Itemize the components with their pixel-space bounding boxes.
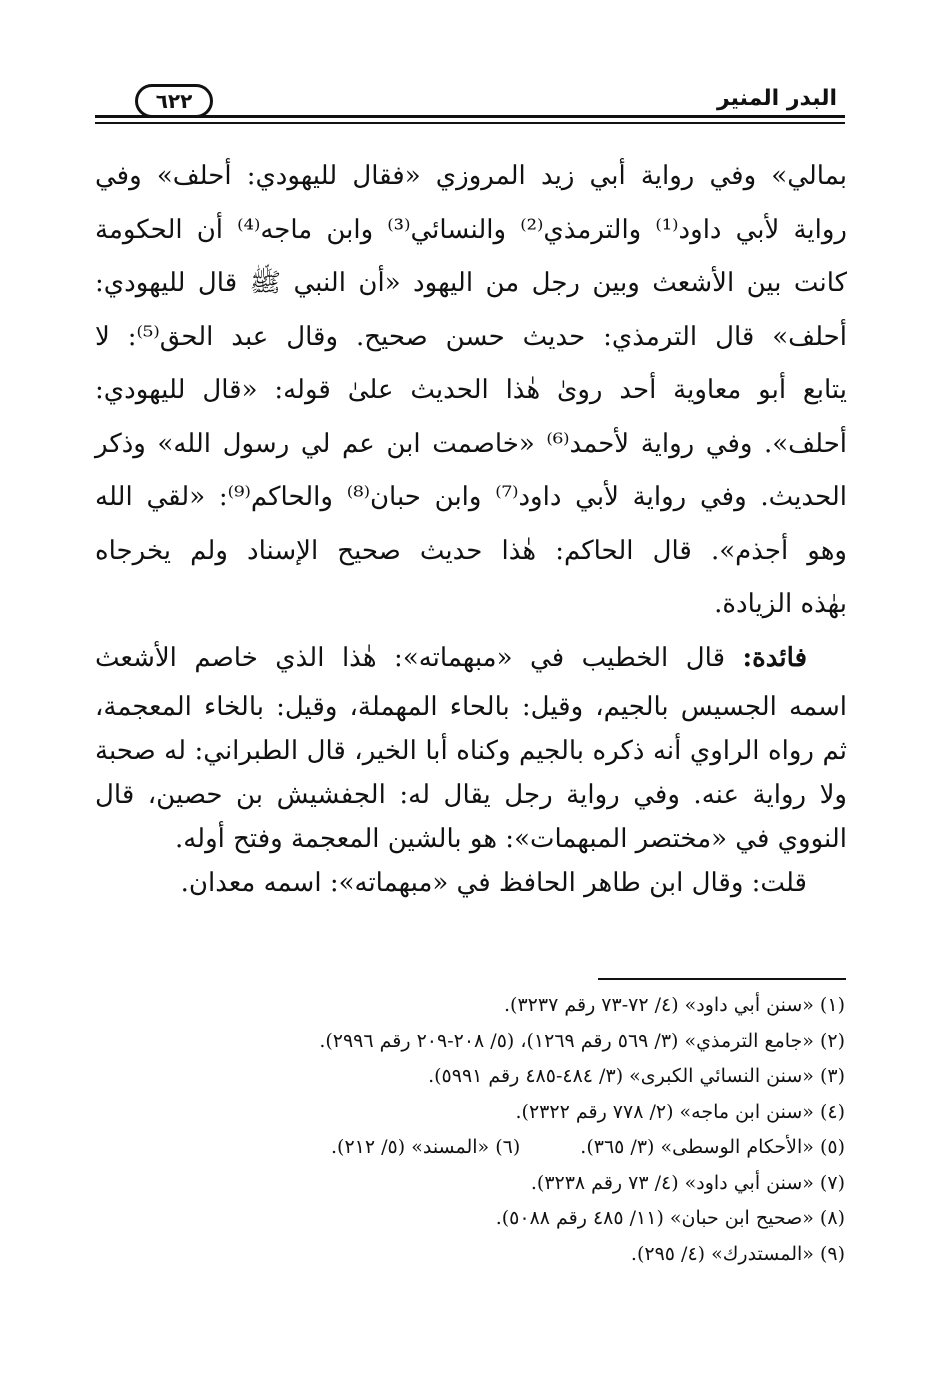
header-rule-thick <box>95 115 845 118</box>
qultu-line: قلت: وقال ابن طاهر الحافظ في «مبهماته»: اسمه معدان. <box>180 868 807 898</box>
footnote: (٣) «سنن النسائي الكبرى» (٣/ ٤٨٤-٤٨٥ رقم ٥٩٩١). <box>428 1065 845 1087</box>
text-line: كانت بين الأشعث وبين رجل من اليهود «أن النبي ﷺ قال لليهودي: <box>95 268 847 298</box>
text-line: رواية لأبي داود⁽¹⁾ والترمذي⁽²⁾ والنسائي⁽³⁾ وابن ماجه⁽⁴⁾ أن الحكومة <box>95 214 847 245</box>
text-line: بمالي» وفي رواية أبي زيد المروزي «فقال لليهودي: أحلف» وفي <box>95 161 847 191</box>
book-title: البدر المنير <box>716 86 837 111</box>
footnotes <box>93 988 845 1272</box>
faida-first-line <box>95 632 847 686</box>
page-header <box>95 72 845 132</box>
text-line: أحلف». وفي رواية لأحمد⁽⁶⁾ «خاصمت ابن عم لي رسول الله» وذكر <box>95 428 847 459</box>
text-line: أحلف» قال الترمذي: حديث حسن صحيح. وقال عبد الحق⁽⁵⁾: لا <box>95 321 847 352</box>
footnote: (٧) «سنن أبي داود» (٤/ ٧٣ رقم ٣٢٣٨). <box>530 1171 845 1194</box>
text-line: بهٰذه الزيادة. <box>714 589 847 619</box>
page-number: ٦٢٢ <box>135 84 213 118</box>
footnote: (٦) «المسند» (٥/ ٢١٢). <box>331 1136 521 1158</box>
text-line: الحديث. وفي رواية لأبي داود⁽⁷⁾ وابن حبان⁽⁸⁾ والحاكم⁽⁹⁾: «لقي الله <box>95 482 848 512</box>
footnote: (١) «سنن أبي داود» (٤/ ٧٢-٧٣ رقم ٣٢٣٧). <box>504 994 845 1016</box>
footnote: (٨) «صحيح ابن حبان» (١١/ ٤٨٥ رقم ٥٠٨٨). <box>495 1207 845 1229</box>
faida-label: فائدة: <box>742 642 808 673</box>
text-line: ثم رواه الراوي أنه ذكره بالجيم وكناه أبا الخير، قال الطبراني: له صحبة <box>95 736 847 766</box>
footnote: (٩) «المستدرك» (٤/ ٢٩٥). <box>630 1242 845 1265</box>
footnote-separator <box>598 978 846 980</box>
text-line: اسمه الجسيس بالجيم، وقيل: بالحاء المهملة، وقيل: بالخاء المعجمة، <box>95 692 847 722</box>
footnote: (٤) «سنن ابن ماجه» (٢/ ٧٧٨ رقم ٢٣٢٢). <box>515 1100 845 1123</box>
text-line: النووي في «مختصر المبهمات»: هو بالشين المعجمة وفتح أوله. <box>174 824 847 854</box>
footnote-row <box>93 1130 845 1166</box>
footnote: (٢) «جامع الترمذي» (٣/ ٥٦٩ رقم ١٢٦٩)، (٥/ ٢٠٨-٢٠٩ رقم ٢٩٩٦). <box>319 1029 845 1052</box>
text-line: وهو أجذم». قال الحاكم: هٰذا حديث صحيح الإسناد ولم يخرجاه <box>95 535 847 566</box>
header-rule-thin <box>95 122 845 124</box>
text-line: يتابع أبو معاوية أحد روىٰ هٰذا الحديث علىٰ قوله: «قال لليهودي: <box>95 375 847 405</box>
text-line: ولا رواية عنه. وفي رواية رجل يقال له: الجفشيش بن حصين، قال <box>95 780 847 810</box>
faida-text: قال الخطيب في «مبهماته»: هٰذا الذي خاصم الأشعث <box>95 642 726 673</box>
footnote: (٥) «الأحكام الوسطى» (٣/ ٣٦٥). <box>580 1136 845 1158</box>
main-text <box>95 150 847 905</box>
